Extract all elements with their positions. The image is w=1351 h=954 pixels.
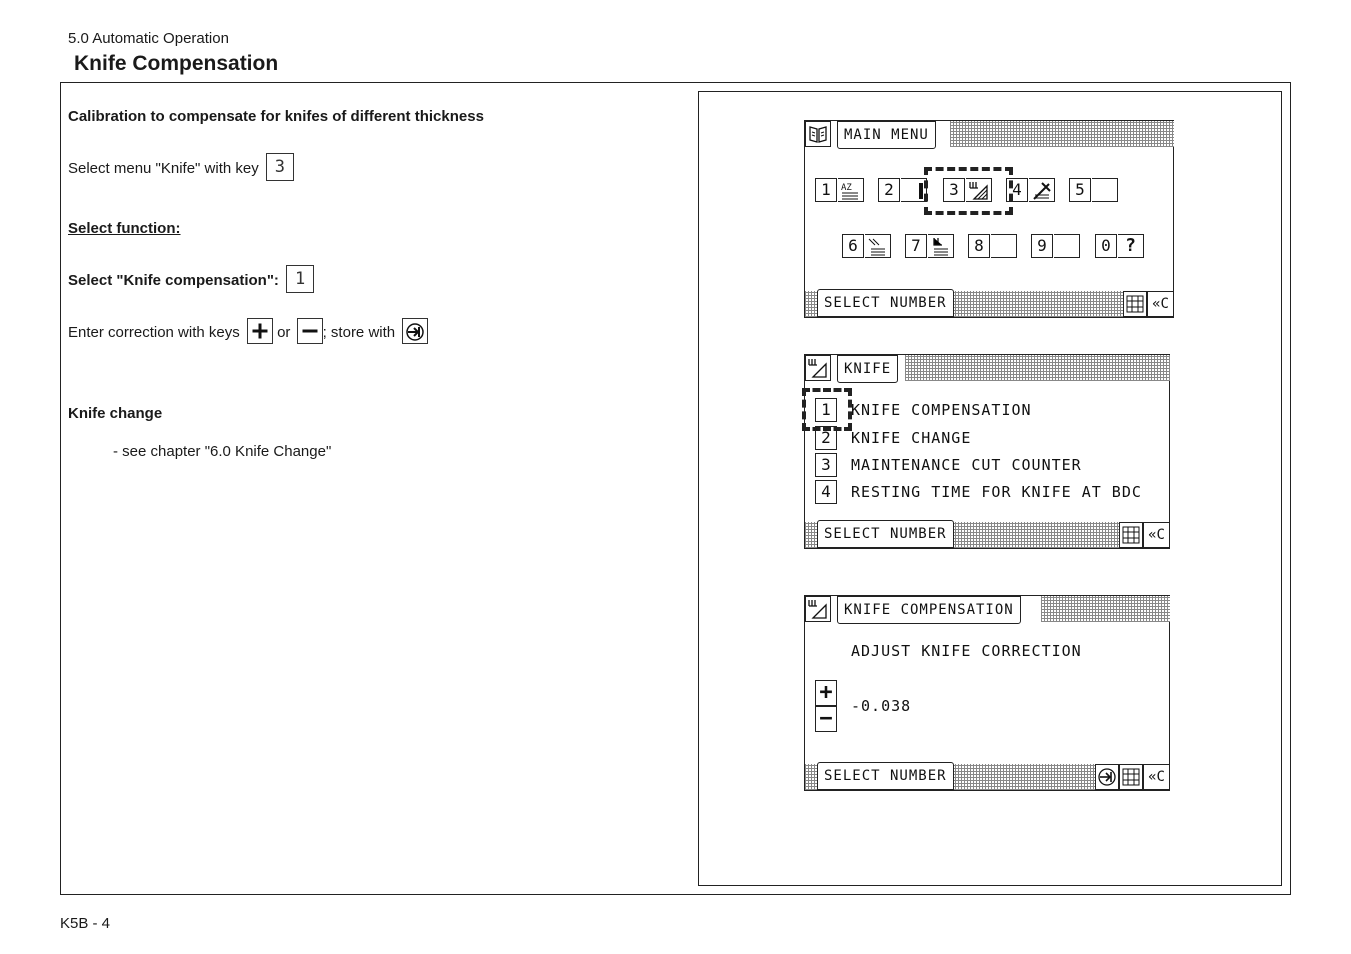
header-hatch bbox=[905, 355, 1170, 381]
item-label-3: MAINTENANCE CUT COUNTER bbox=[851, 456, 1082, 474]
knife-change-ref: - see chapter "6.0 Knife Change" bbox=[113, 443, 332, 460]
empty-slot bbox=[1092, 178, 1118, 202]
key-6[interactable]: 6 bbox=[842, 234, 864, 258]
key-1[interactable]: 1 bbox=[815, 178, 837, 202]
item-1-highlight bbox=[802, 388, 852, 431]
clamp-icon bbox=[928, 234, 954, 258]
knife-change-heading: Knife change bbox=[68, 405, 163, 422]
back-button[interactable]: «C bbox=[1143, 764, 1170, 790]
comp-title: KNIFE COMPENSATION bbox=[837, 596, 1021, 624]
comp-instruction: ADJUST KNIFE CORRECTION bbox=[851, 642, 1082, 660]
key-3[interactable]: 3 bbox=[943, 178, 965, 202]
item-number-2: 2 bbox=[815, 426, 837, 450]
enter-prefix: Enter correction with keys bbox=[68, 323, 240, 341]
item-label-1: KNIFE COMPENSATION bbox=[851, 401, 1032, 419]
key-7[interactable]: 7 bbox=[905, 234, 927, 258]
enter-icon[interactable] bbox=[1095, 764, 1119, 790]
knife-status: SELECT NUMBER bbox=[817, 520, 954, 548]
header-hatch bbox=[950, 121, 1174, 147]
item-number-1: 1 bbox=[815, 398, 837, 422]
help-icon: ? bbox=[1118, 234, 1144, 258]
knife-icon bbox=[805, 355, 831, 381]
key-5[interactable]: 5 bbox=[1069, 178, 1091, 202]
keypad-icon bbox=[1119, 764, 1143, 790]
select-menu-line bbox=[68, 155, 294, 183]
key-8[interactable]: 8 bbox=[968, 234, 990, 258]
select-function-heading: Select function: bbox=[68, 220, 181, 237]
key-3-highlight bbox=[924, 167, 1013, 215]
knife-compensation-screen bbox=[804, 595, 1170, 791]
back-button[interactable]: «C bbox=[1147, 291, 1174, 317]
knife-title: KNIFE bbox=[837, 355, 898, 383]
plus-button[interactable]: + bbox=[815, 680, 837, 706]
sort-icon bbox=[838, 178, 864, 202]
key-4[interactable]: 4 bbox=[1006, 178, 1028, 202]
main-menu-screen bbox=[804, 120, 1174, 318]
intro-text: Calibration to compensate for knifes of different thickness bbox=[68, 108, 484, 125]
book-icon bbox=[805, 121, 831, 147]
select-knife-comp-text: Select "Knife compensation": bbox=[68, 271, 279, 289]
header-hatch bbox=[1041, 596, 1170, 622]
keypad-icon bbox=[1119, 522, 1143, 548]
key-3-box: 3 bbox=[266, 153, 294, 181]
tool-icon bbox=[1029, 178, 1055, 202]
section-label: 5.0 Automatic Operation bbox=[68, 30, 229, 47]
key-0[interactable]: 0 bbox=[1095, 234, 1117, 258]
svg-text:AZ: AZ bbox=[841, 183, 852, 193]
knife-screen bbox=[804, 354, 1170, 549]
plus-key-icon bbox=[247, 318, 273, 344]
main-menu-title: MAIN MENU bbox=[837, 121, 936, 149]
knife-icon bbox=[805, 596, 831, 622]
minus-button[interactable]: − bbox=[815, 706, 837, 732]
minus-key-icon bbox=[297, 318, 323, 344]
enter-correction-line bbox=[68, 320, 428, 346]
select-menu-text: Select menu "Knife" with key bbox=[68, 159, 259, 177]
item-number-3: 3 bbox=[815, 453, 837, 477]
keypad-icon bbox=[1123, 291, 1147, 317]
empty-slot bbox=[1054, 234, 1080, 258]
back-button[interactable]: «C bbox=[1143, 522, 1170, 548]
key-1-box: 1 bbox=[286, 265, 314, 293]
enter-key-icon bbox=[402, 318, 428, 344]
key-9[interactable]: 9 bbox=[1031, 234, 1053, 258]
enter-or: or bbox=[277, 323, 291, 341]
program-icon bbox=[865, 234, 891, 258]
comp-status: SELECT NUMBER bbox=[817, 762, 954, 790]
main-menu-status: SELECT NUMBER bbox=[817, 289, 954, 317]
page-title: Knife Compensation bbox=[74, 52, 279, 75]
select-knife-comp-line bbox=[68, 267, 314, 295]
key-2[interactable]: 2 bbox=[878, 178, 900, 202]
enter-store: ; store with bbox=[322, 323, 396, 341]
item-label-2: KNIFE CHANGE bbox=[851, 429, 972, 447]
page-number: K5B - 4 bbox=[60, 915, 111, 932]
correction-value: -0.038 bbox=[851, 697, 912, 715]
empty-slot bbox=[991, 234, 1017, 258]
item-number-4: 4 bbox=[815, 480, 837, 504]
item-label-4: RESTING TIME FOR KNIFE AT BDC bbox=[851, 483, 1142, 501]
